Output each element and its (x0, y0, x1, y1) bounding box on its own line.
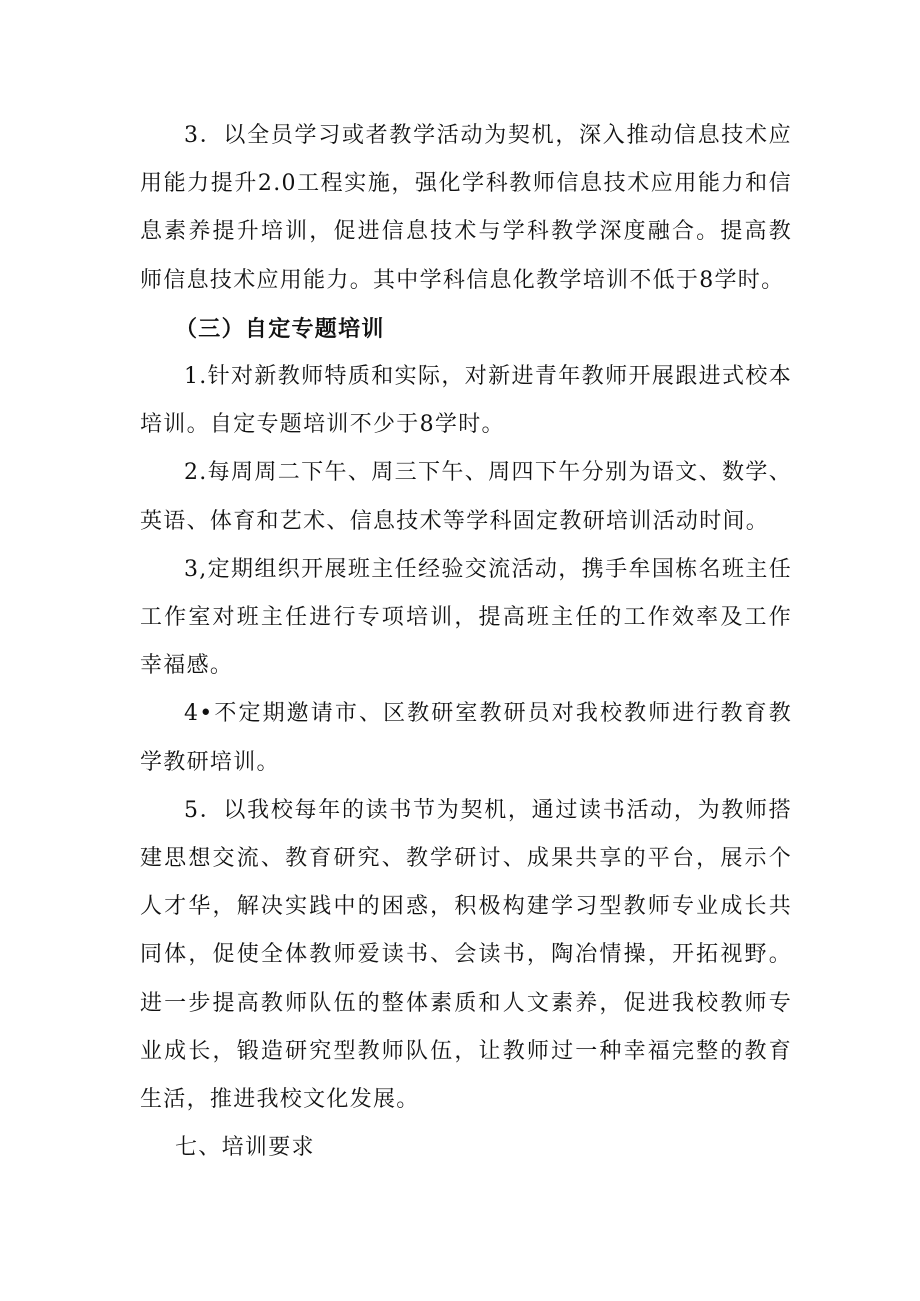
section-heading-training-requirements: 七、培训要求 (175, 1135, 315, 1161)
document-body (140, 112, 792, 1172)
paragraph-item-3-class-teacher-exchange: 3,定期组织开展班主任经验交流活动，携手牟国栋名班主任工作室对班主任进行专项培训，提高班主任的工作效率及工作幸福感。 (140, 556, 792, 679)
paragraph-item-4-invited-researchers: 4•不定期邀请市、区教研室教研员对我校教师进行教育教学教研培训。 (140, 701, 792, 775)
paragraph-item-2-weekly-schedule: 2.每周周二下午、周三下午、周四下午分别为语文、数学、英语、体育和艺术、信息技术等学科固定教研培训活动时间。 (140, 460, 792, 534)
paragraph-item-1-new-teachers: 1.针对新教师特质和实际，对新进青年教师开展跟进式校本培训。自定专题培训不少于8学时。 (140, 364, 792, 438)
paragraph-item-5-reading-festival: 5．以我校每年的读书节为契机，通过读书活动，为教师搭建思想交流、教育研究、教学研讨、成果共享的平台，展示个人才华，解决实践中的困惑，积极构建学习型教师专业成长共同体，促使全体教师爱读书、会读书，陶冶情操，开拓视野。进一步提高教师队伍的整体素质和人文素养，促进我校教师专业成长，锻造研究型教师队伍，让教师过一种幸福完整的教育生活，推进我校文化发展。 (140, 797, 792, 1113)
subheading-custom-topic-training: （三）自定专题培训 (175, 315, 385, 342)
paragraph-item-3-it-application: 3．以全员学习或者教学活动为契机，深入推动信息技术应用能力提升2.0工程实施，强化学科教师信息技术应用能力和信息素养提升培训，促进信息技术与学科教学深度融合。提高教师信息技术应用能力。其中学科信息化教学培训不低于8学时。 (140, 123, 792, 293)
